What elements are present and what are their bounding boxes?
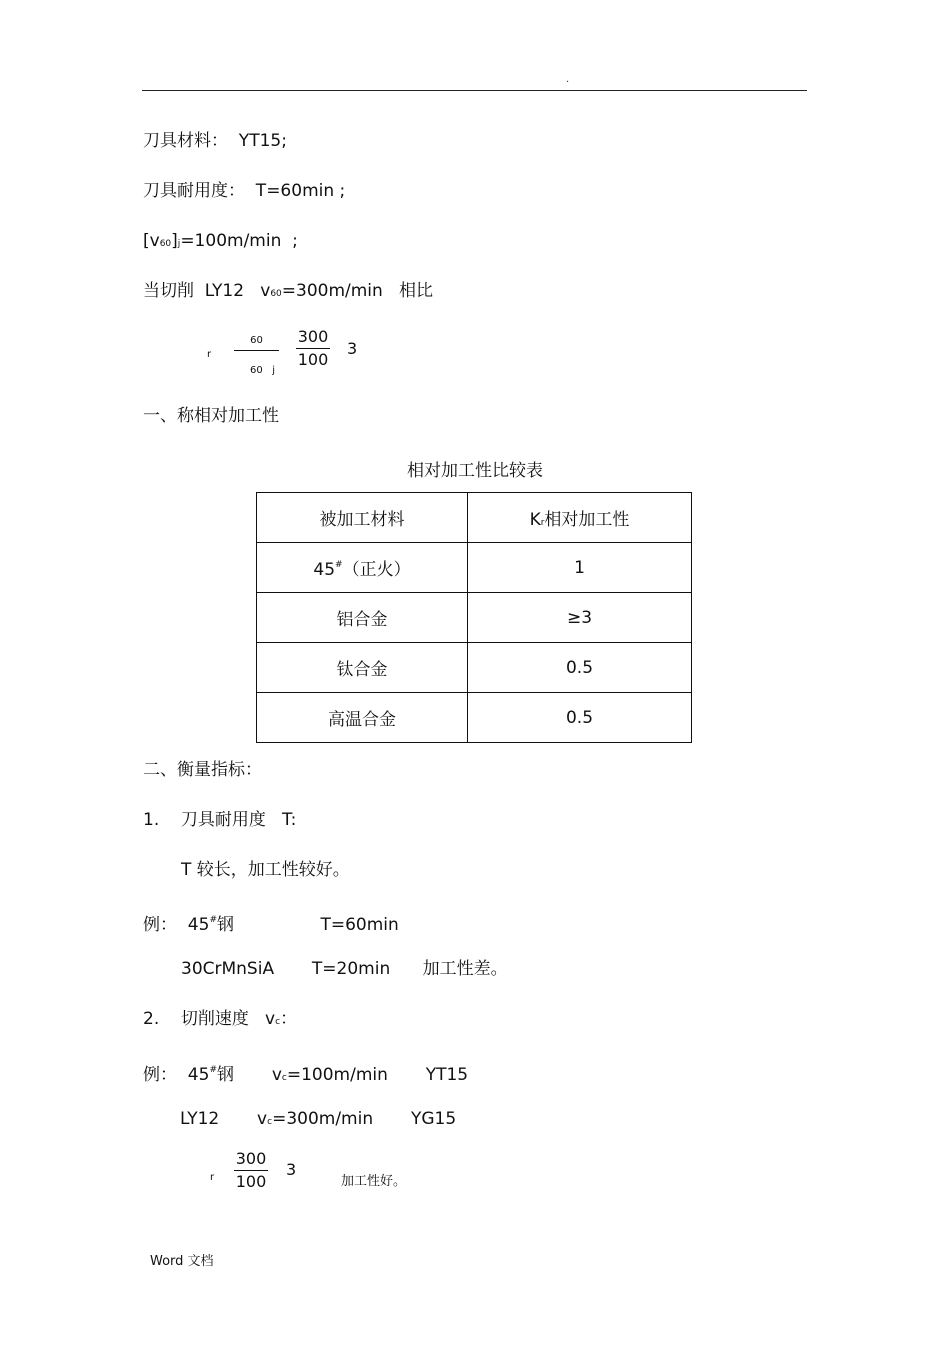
row-value: 1 [468, 543, 692, 593]
formula2-result: 3 [286, 1160, 297, 1179]
formula2-ratio [234, 1149, 268, 1192]
section2-heading: 二、衡量指标： [143, 760, 262, 780]
ex2b-pre: LY12 v [180, 1109, 268, 1129]
table-row [257, 543, 692, 593]
formula1-den: 100 [297, 350, 329, 369]
formula1-r: r [207, 349, 212, 360]
row-value: 0.5 [468, 643, 692, 693]
formula1-top: 60 [250, 335, 263, 346]
formula1-ratio-bar [296, 348, 330, 349]
header-material: 被加工材料 [257, 493, 468, 543]
ex1-sup: # [209, 915, 217, 925]
formula2-note: 加工性好。 [341, 1174, 407, 1189]
row-value: ≥3 [468, 593, 692, 643]
comparison-table [256, 492, 692, 743]
row-material: 高温合金 [257, 693, 468, 743]
ex2-mid: 钢 v [217, 1065, 282, 1085]
example1-line [143, 909, 399, 936]
ex2-sub: c [281, 1073, 287, 1083]
row-material-suffix: （正火） [342, 560, 411, 580]
tool-material-line: 刀具材料： YT15; [143, 131, 287, 151]
ex2-sup: # [209, 1065, 217, 1075]
row-value: 0.5 [468, 693, 692, 743]
header-dot: . [566, 74, 570, 85]
item2-sub: c [275, 1017, 281, 1027]
section1-heading: 一、称相对加工性 [143, 406, 279, 426]
footer-label: Word 文档 [150, 1254, 214, 1269]
cut-ly12-post: =300m/min 相比 [281, 281, 434, 301]
header-relative [468, 493, 692, 543]
v60-base-line [143, 230, 298, 255]
ex2-post: =100m/min YT15 [286, 1065, 469, 1085]
item2-post: ： [280, 1009, 298, 1029]
header-k: K [529, 510, 541, 530]
ex2b-post: =300m/min YG15 [272, 1109, 457, 1129]
table-row [257, 693, 692, 743]
row-material: 铝合金 [257, 593, 468, 643]
header-relative-label: 相对加工性 [544, 510, 630, 530]
header-rule [142, 90, 807, 91]
formula2-bar [234, 1170, 268, 1171]
v60-base-post: =100m/min ; [180, 231, 298, 251]
row-material [257, 543, 468, 593]
formula2-num: 300 [235, 1149, 267, 1168]
item2-pre: 2. 切削速度 v [143, 1009, 276, 1029]
row-material-sup: # [335, 560, 343, 570]
item1-desc: T 较长，加工性较好。 [181, 860, 350, 880]
formula2-r: r [210, 1172, 215, 1183]
table-row [257, 593, 692, 643]
example2-line [143, 1059, 468, 1089]
v60-base-pre: [v [143, 231, 160, 251]
v60-base-mid: ] [171, 231, 178, 251]
formula1-ratio [296, 327, 330, 370]
formula1-num: 300 [297, 327, 329, 346]
v60-base-sub: 60 [159, 239, 172, 249]
table-row [257, 643, 692, 693]
row-material: 钛合金 [257, 643, 468, 693]
item2-line [143, 1008, 297, 1033]
formula2-den: 100 [235, 1172, 267, 1191]
ex2b-sub: c [267, 1117, 273, 1127]
cut-ly12-pre: 当切削 LY12 v [143, 281, 271, 301]
ex2-pre: 例： 45 [143, 1065, 210, 1085]
formula1-bar [234, 350, 279, 351]
header-k-sub: r [540, 518, 545, 528]
cut-ly12-sub: 60 [270, 289, 282, 299]
cut-ly12-line [143, 280, 433, 305]
example1b-line: 30CrMnSiA T=20min 加工性差。 [181, 959, 508, 979]
ex1-pre: 例： 45 [143, 915, 210, 935]
table-title: 相对加工性比较表 [407, 461, 543, 481]
item1-line: 1. 刀具耐用度 T: [143, 810, 297, 830]
formula1-result: 3 [347, 339, 358, 358]
formula1-fraction [234, 333, 279, 352]
table-header-row [257, 493, 692, 543]
example2b-line [180, 1108, 456, 1133]
row-material-name: 45 [313, 560, 336, 580]
v60-base-sub2: j [177, 239, 181, 249]
formula1-bottom: 60 j [250, 365, 276, 376]
ex1-post: 钢 T=60min [217, 915, 399, 935]
tool-life-line: 刀具耐用度： T=60min ; [143, 181, 346, 201]
